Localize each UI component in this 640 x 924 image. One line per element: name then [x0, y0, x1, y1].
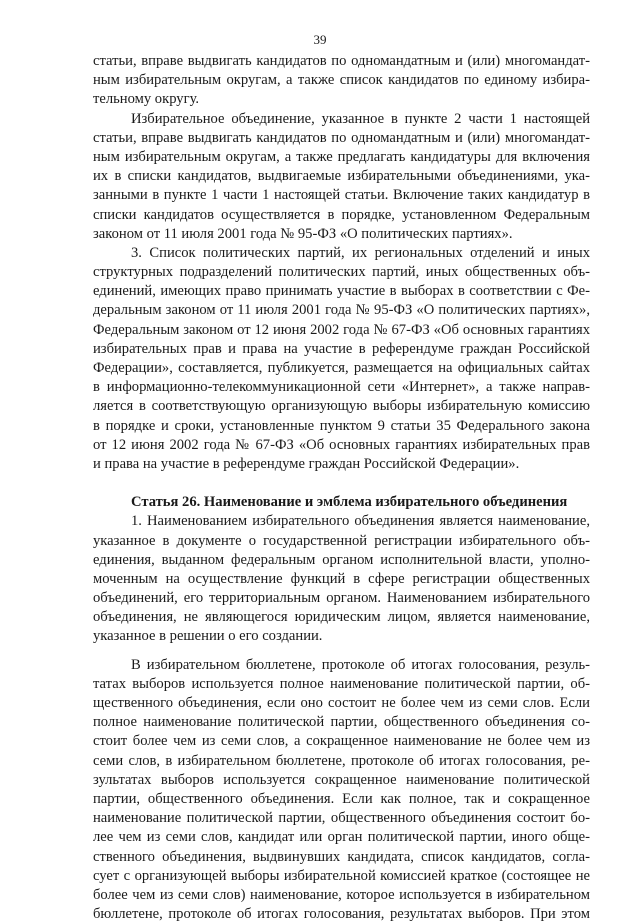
- text-line: Избирательное объединение, указанное в пункте 2 части 1 настоящей: [131, 110, 590, 127]
- text-line: семи слов, в избирательном бюллетене, протоколе об итогах голосования, ре-: [93, 752, 590, 769]
- text-line: списки кандидатов осуществляется в порядке, установленном Федеральным: [93, 206, 590, 223]
- text-line: в информационно-телекоммуникационной сети «Интернет», а также направ-: [93, 379, 590, 396]
- text-line: бюллетене, протоколе об итогах голосования, результатах выборов. При этом: [93, 906, 590, 923]
- text-line: тельному округу.: [93, 91, 200, 108]
- text-line: лее чем из семи слов, кандидат или орган политической партии, иного обще-: [93, 829, 590, 846]
- text-line: ным избирательным округам, а также предлагать кандидатуры для включения: [93, 148, 590, 165]
- text-line: зультатах выборов используется сокращенное наименование политической: [93, 771, 590, 788]
- text-line: 1. Наименованием избирательного объединения является наименование,: [131, 513, 590, 530]
- text-line: объединения, не являющегося юридическим лицом, является наименование,: [93, 609, 590, 626]
- text-line: стоит более чем из семи слов, а сокращенное наименование не более чем из: [93, 733, 590, 750]
- text-line: объединений, его территориальным органом. Наименованием избирательного: [93, 590, 590, 607]
- text-line: единений, имеющих право принимать участие в выборах в соответствии с Фе-: [93, 283, 590, 300]
- text-line: В избирательном бюллетене, протоколе об итогах голосования, резуль-: [131, 656, 590, 673]
- text-line: в порядке и сроки, установленные пунктом 9 статьи 35 Федерального закона: [93, 417, 590, 434]
- text-line: моченным на осуществление функций в сфере регистрации общественных: [93, 570, 590, 587]
- spacer: [93, 647, 590, 656]
- text-line: наименование политической партии, общественного объединения состоит бо-: [93, 810, 590, 827]
- text-line: статьи, вправе выдвигать кандидатов по одномандатным и (или) многомандат-: [93, 129, 590, 146]
- text-line: структурных подразделений политических партий, иных общественных объ-: [93, 264, 590, 281]
- text-line: татах выборов используется полное наименование политической партии, об-: [93, 675, 590, 692]
- text-line: и права на участие в референдуме граждан Российской Федерации».: [93, 455, 520, 472]
- text-line: избирательных прав и права на участие в референдуме граждан Российской: [93, 340, 590, 357]
- text-line: более чем из семи слов) наименование, которое используется в избирательном: [93, 886, 590, 903]
- text-line: ляется в соответствующую организующую выборы избирательную комиссию: [93, 398, 590, 415]
- spacer: [93, 474, 590, 493]
- text-line: занными в пункте 1 части 1 настоящей статьи. Включение таких кандидатур в: [93, 187, 590, 204]
- text-line: Федерации», составляется, публикуется, размещается на официальных сайтах: [93, 360, 590, 376]
- text-line: партии, общественного объединения. Если как полное, так и сокращенное: [93, 790, 590, 807]
- text-line: от 12 июня 2002 года № 67-ФЗ «Об основных гарантиях избирательных прав: [93, 436, 590, 453]
- text-line: ным избирательным округам, а также список кандидатов по единому избира-: [93, 72, 590, 89]
- text-line: 3. Список политических партий, их региональных отделений и иных: [131, 244, 590, 261]
- page-number: 39: [313, 32, 327, 47]
- text-line: единения, выданном федеральным органом исполнительной власти, уполно-: [93, 551, 590, 568]
- text-line: Федеральным законом от 12 июня 2002 года № 67-ФЗ «Об основных гарантиях: [93, 321, 590, 338]
- text-line: ственного объединения, выдвинувших кандидата, список кандидатов, согла-: [93, 848, 590, 865]
- paragraph-ballot-name: [93, 656, 590, 924]
- text-line: полное наименование политической партии, общественного объединения со-: [93, 714, 590, 731]
- text-line: статьи, вправе выдвигать кандидатов по одномандатным и (или) многомандат-: [93, 53, 590, 69]
- article-heading: Статья 26. Наименование и эмблема избирательного объединения: [131, 494, 568, 511]
- text-line: законом от 11 июля 2001 года № 95-ФЗ «О политических партиях».: [93, 225, 513, 242]
- paragraph-name-definition: [93, 512, 590, 646]
- text-line: сует с организующей выборы избирательной комиссией краткое (состоящее не: [93, 867, 590, 884]
- text-line: щественного объединения, если оно состоит не более чем из семи слов. Если: [93, 695, 590, 711]
- text-line: указанное в решении о его создании.: [93, 628, 323, 645]
- paragraph-party-list: [93, 244, 590, 474]
- paragraph-electoral-association: [93, 110, 590, 244]
- text-line: их в списки кандидатов, выдвигаемые избирательными объединениями, ука-: [93, 168, 590, 185]
- paragraph-continuation: [93, 52, 590, 110]
- text-line: указанное в документе о государственной регистрации избирательного объ-: [93, 532, 590, 549]
- text-line: деральным законом от 11 июля 2001 года № 95-ФЗ «О политических партиях»,: [93, 302, 590, 319]
- document-body: [93, 52, 590, 924]
